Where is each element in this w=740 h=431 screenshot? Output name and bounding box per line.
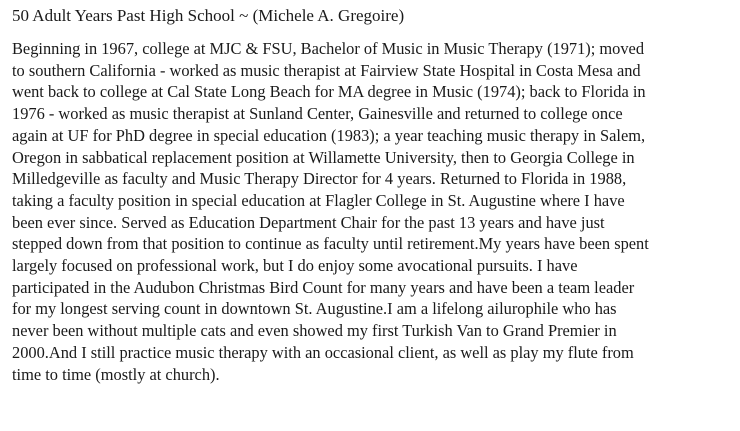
body-line: went back to college at Cal State Long Beach for MA degree in Music (1974); back to Florida in bbox=[12, 82, 646, 102]
body-line: again at UF for PhD degree in special education (1983); a year teaching music therapy in Salem, bbox=[12, 125, 646, 145]
body-line: for my longest serving count in downtown St. Augustine.I am a lifelong ailurophile who has bbox=[12, 299, 617, 319]
body-line: taking a faculty position in special education at Flagler College in St. Augustine where I have bbox=[12, 190, 625, 210]
body-line: stepped down from that position to continue as faculty until retirement.My years have been spent bbox=[12, 234, 649, 254]
body-line: Oregon in sabbatical replacement position at Willamette University, then to Georgia College in bbox=[12, 147, 635, 167]
body-line: time to time (mostly at church). bbox=[12, 364, 220, 384]
body-line: largely focused on professional work, but I do enjoy some avocational pursuits. I have bbox=[12, 256, 578, 276]
document-body bbox=[12, 38, 730, 385]
body-line: been ever since. Served as Education Department Chair for the past 13 years and have just bbox=[12, 212, 605, 232]
body-line: 2000.And I still practice music therapy with an occasional client, as well as play my flute from bbox=[12, 342, 634, 362]
body-line: never been without multiple cats and even showed my first Turkish Van to Grand Premier in bbox=[12, 321, 617, 341]
body-line: Milledgeville as faculty and Music Therapy Director for 4 years. Returned to Florida in 1988, bbox=[12, 169, 627, 189]
document-title: 50 Adult Years Past High School ~ (Michele A. Gregoire) bbox=[12, 6, 405, 25]
body-line: participated in the Audubon Christmas Bird Count for many years and have been a team leader bbox=[12, 277, 635, 297]
body-line: to southern California - worked as music therapist at Fairview State Hospital in Costa Mesa and bbox=[12, 60, 641, 80]
body-line: 1976 - worked as music therapist at Sunland Center, Gainesville and returned to college once bbox=[12, 104, 623, 124]
body-line: Beginning in 1967, college at MJC & FSU, Bachelor of Music in Music Therapy (1971); moved bbox=[12, 39, 645, 58]
